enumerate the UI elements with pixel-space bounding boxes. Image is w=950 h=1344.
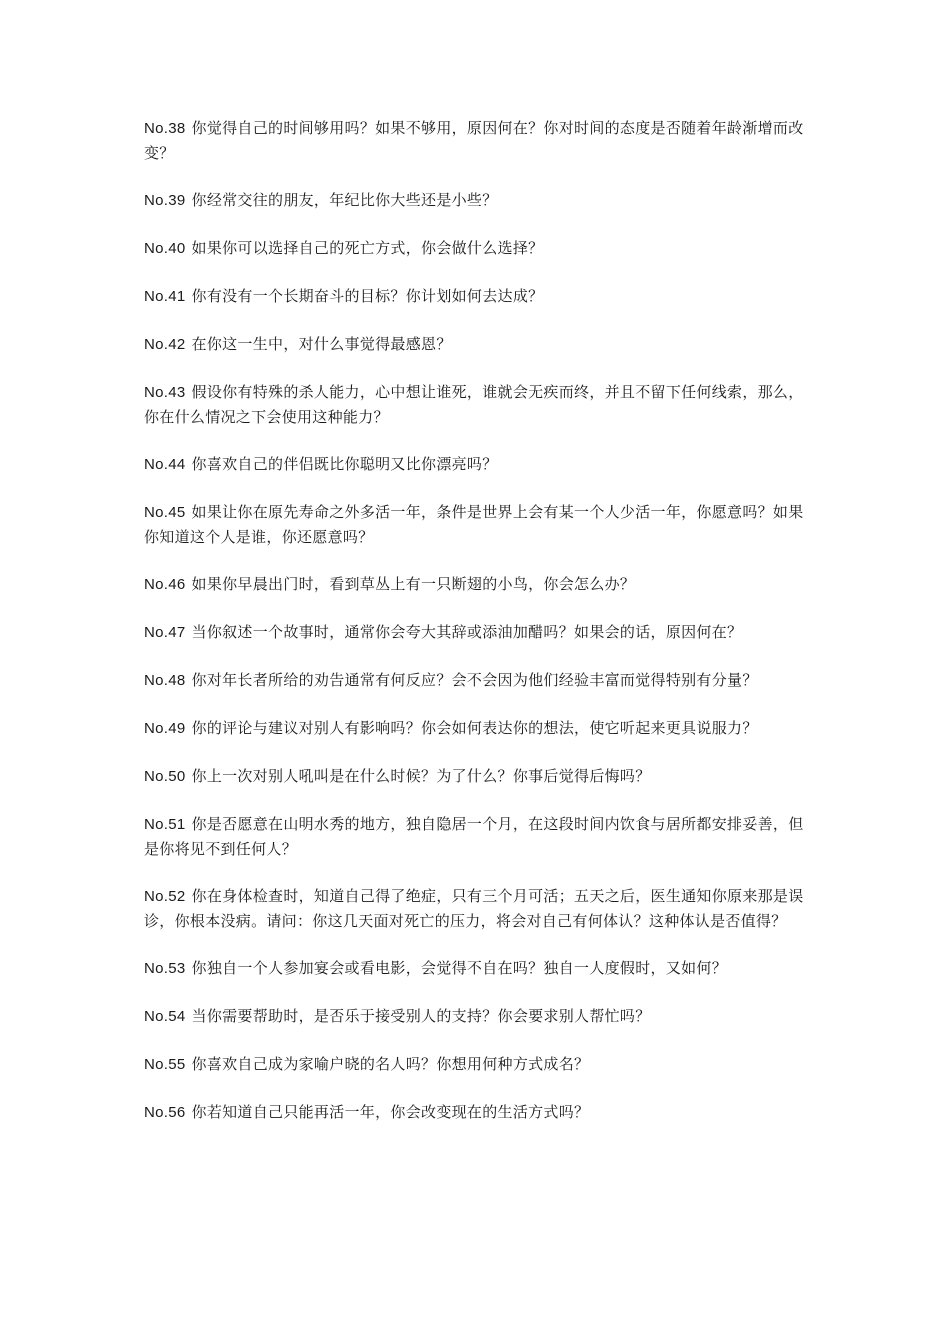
question-item [144, 764, 812, 789]
question-text: 你的评论与建议对别人有影响吗？你会如何表达你的想法，使它听起来更具说服力？ [191, 719, 758, 737]
question-item [144, 716, 812, 741]
question-number: No.41 [144, 288, 186, 305]
question-text: 当你叙述一个故事时，通常你会夸大其辞或添油加醋吗？如果会的话，原因何在？ [191, 623, 743, 641]
question-item [144, 188, 812, 213]
question-number: No.44 [144, 456, 186, 473]
question-text: 你对年长者所给的劝告通常有何反应？会不会因为他们经验丰富而觉得特别有分量？ [191, 671, 758, 689]
question-item [144, 116, 812, 165]
question-item [144, 380, 812, 429]
question-item [144, 452, 812, 477]
question-item [144, 332, 812, 357]
question-item [144, 236, 812, 261]
question-number: No.56 [144, 1104, 186, 1121]
question-number: No.48 [144, 672, 186, 689]
question-text: 如果让你在原先寿命之外多活一年，条件是世界上会有某一个人少活一年，你愿意吗？如果你知道这个人是谁，你还愿意吗？ [144, 503, 804, 546]
question-item [144, 1004, 812, 1029]
question-number: No.46 [144, 576, 186, 593]
question-number: No.50 [144, 768, 186, 785]
question-number: No.38 [144, 120, 186, 137]
question-number: No.47 [144, 624, 186, 641]
question-text: 你上一次对别人吼叫是在什么时候？为了什么？你事后觉得后悔吗？ [191, 767, 651, 785]
document-page [144, 116, 812, 1148]
question-item [144, 668, 812, 693]
question-text: 你喜欢自己成为家喻户晓的名人吗？你想用何种方式成名？ [191, 1055, 590, 1073]
question-text: 当你需要帮助时，是否乐于接受别人的支持？你会要求别人帮忙吗？ [191, 1007, 651, 1025]
question-item [144, 500, 812, 549]
question-item [144, 1100, 812, 1125]
question-text: 你是否愿意在山明水秀的地方，独自隐居一个月，在这段时间内饮食与居所都安排妥善，但是你将见不到任何人？ [144, 815, 804, 858]
question-text: 你有没有一个长期奋斗的目标？你计划如何去达成？ [191, 287, 544, 305]
question-number: No.43 [144, 384, 186, 401]
question-text: 你经常交往的朋友，年纪比你大些还是小些？ [191, 191, 498, 209]
question-text: 你独自一个人参加宴会或看电影，会觉得不自在吗？独自一人度假时，又如何？ [191, 959, 728, 977]
question-text: 如果你可以选择自己的死亡方式，你会做什么选择？ [191, 239, 544, 257]
question-number: No.55 [144, 1056, 186, 1073]
question-item [144, 812, 812, 861]
question-text: 假设你有特殊的杀人能力，心中想让谁死，谁就会无疾而终，并且不留下任何线索，那么，你在什么情况之下会使用这种能力？ [144, 383, 804, 426]
question-text: 在你这一生中，对什么事觉得最感恩？ [191, 335, 452, 353]
question-number: No.53 [144, 960, 186, 977]
question-text: 你觉得自己的时间够用吗？如果不够用，原因何在？你对时间的态度是否随着年龄渐增而改变？ [144, 119, 804, 162]
question-item [144, 572, 812, 597]
question-number: No.40 [144, 240, 186, 257]
question-number: No.45 [144, 504, 186, 521]
question-text: 如果你早晨出门时，看到草丛上有一只断翅的小鸟，你会怎么办？ [191, 575, 636, 593]
question-item [144, 1052, 812, 1077]
question-number: No.52 [144, 888, 186, 905]
question-text: 你喜欢自己的伴侣既比你聪明又比你漂亮吗？ [191, 455, 498, 473]
question-number: No.39 [144, 192, 186, 209]
question-item [144, 884, 812, 933]
question-item [144, 620, 812, 645]
question-number: No.49 [144, 720, 186, 737]
question-number: No.54 [144, 1008, 186, 1025]
question-number: No.51 [144, 816, 186, 833]
question-text: 你在身体检查时，知道自己得了绝症，只有三个月可活；五天之后，医生通知你原来那是误诊，你根本没病。请问：你这几天面对死亡的压力，将会对自己有何体认？这种体认是否值得？ [144, 887, 804, 930]
question-number: No.42 [144, 336, 186, 353]
question-text: 你若知道自己只能再活一年，你会改变现在的生活方式吗？ [191, 1103, 590, 1121]
question-item [144, 284, 812, 309]
question-item [144, 956, 812, 981]
